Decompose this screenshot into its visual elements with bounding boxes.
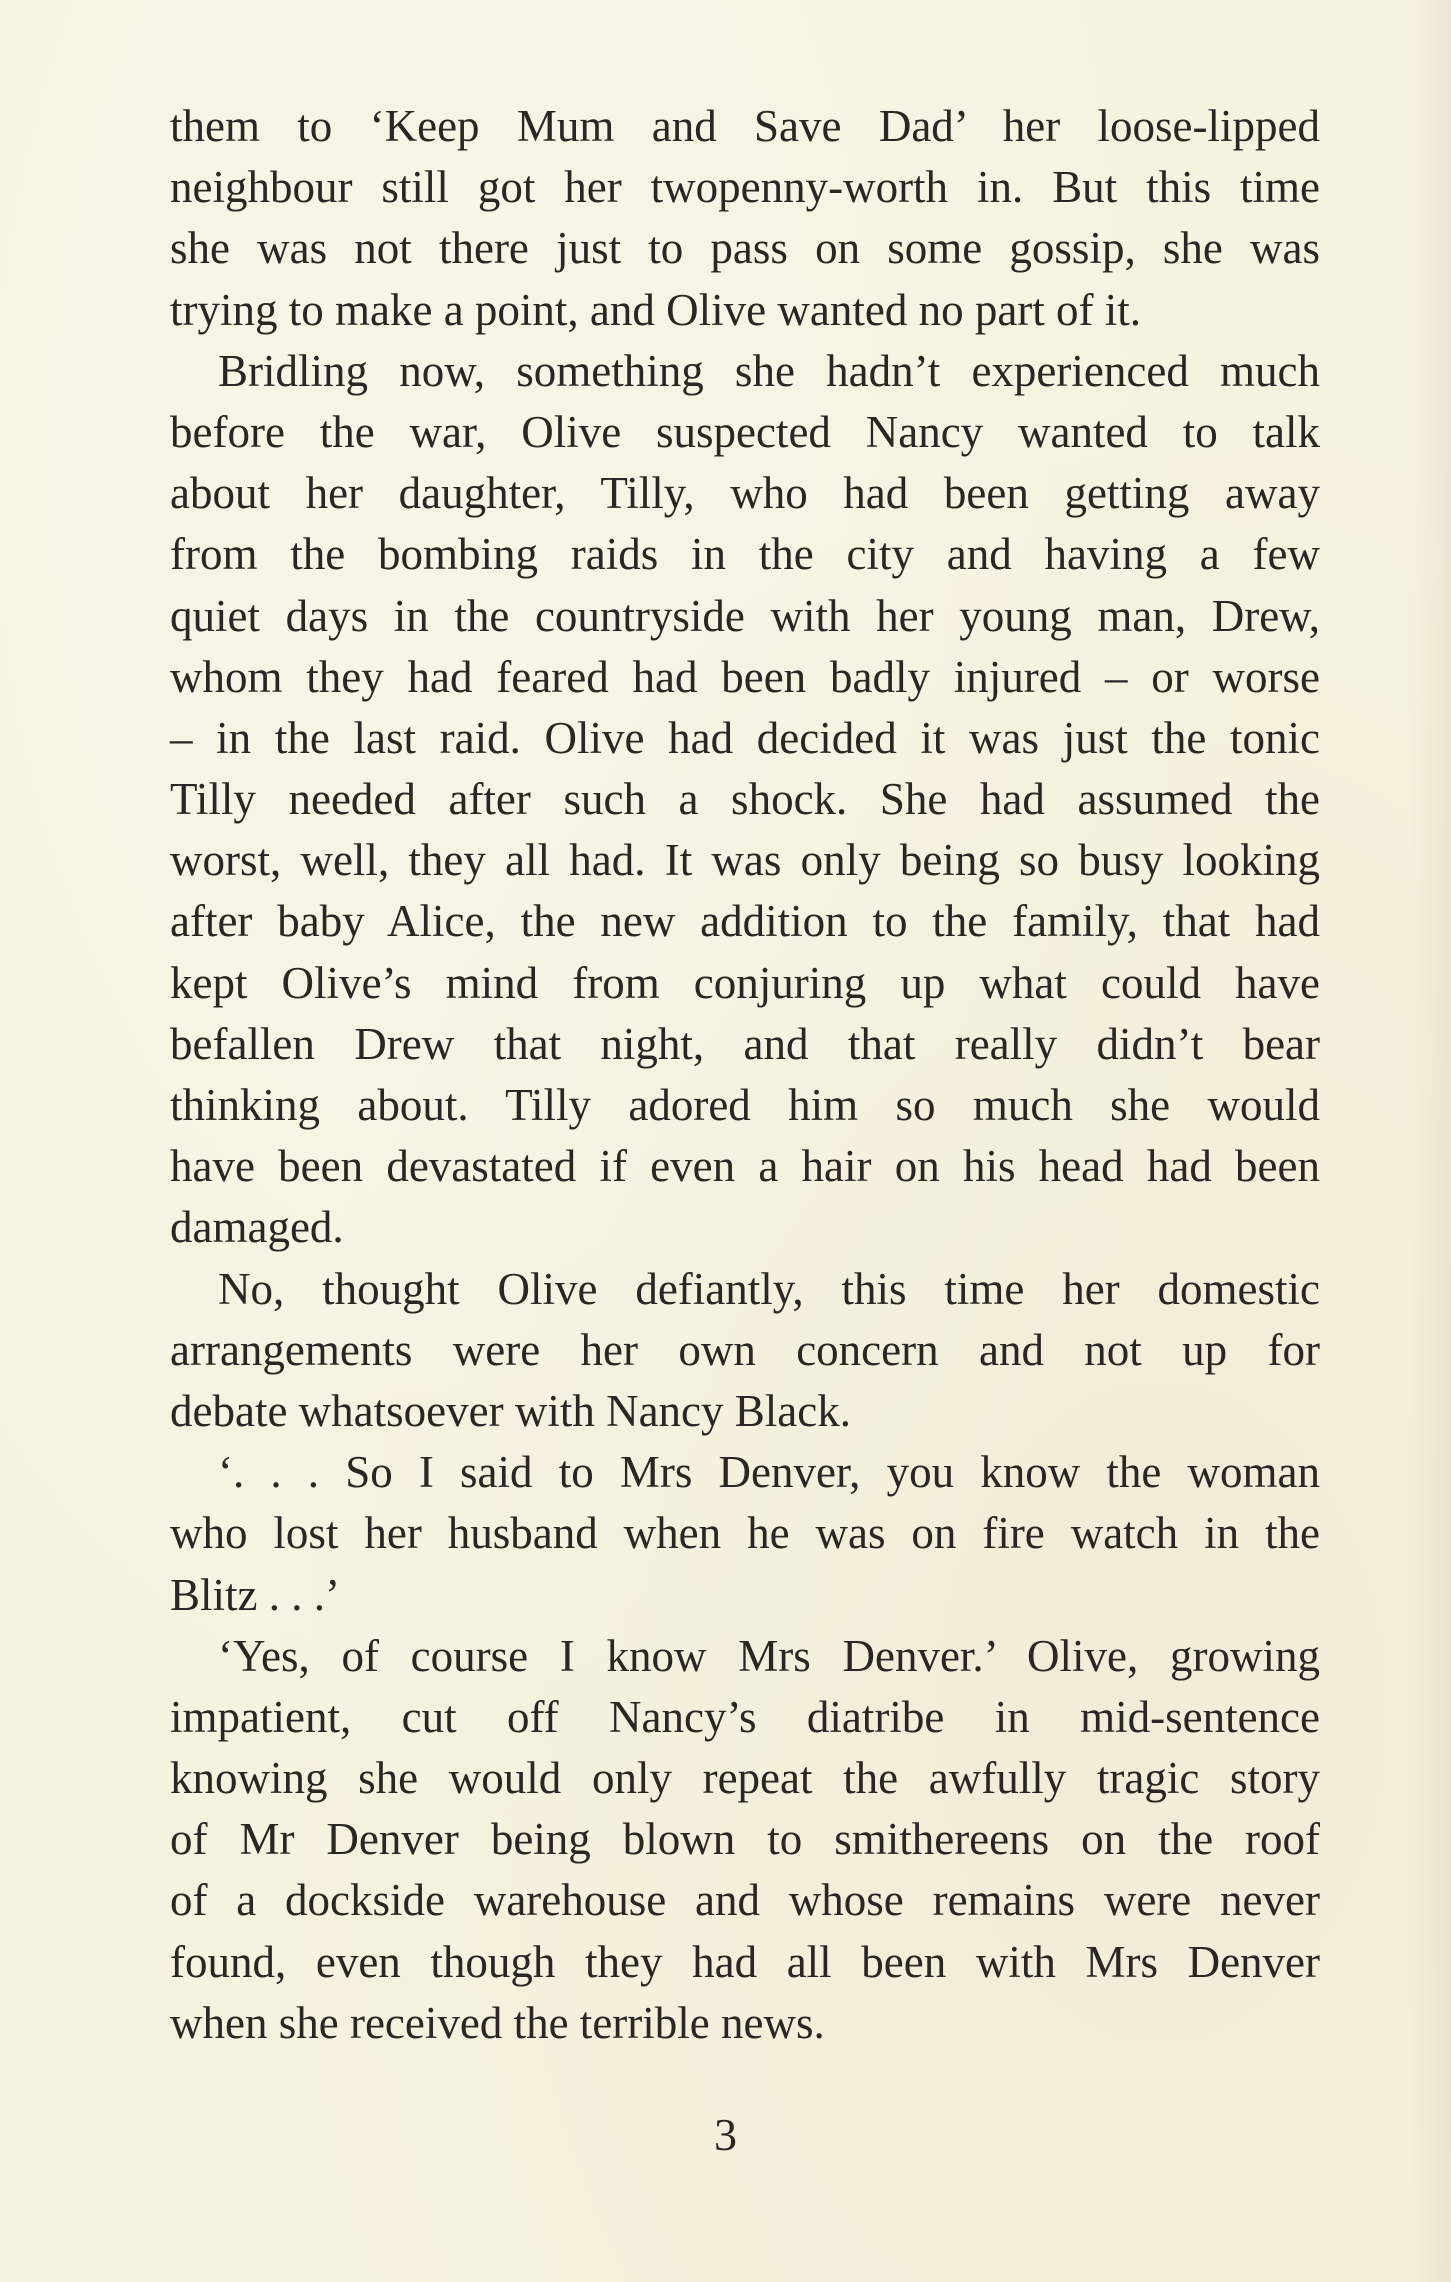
text-line: ‘. . . So I said to Mrs Denver, you know the woman: [218, 1447, 1320, 1498]
text-line: debate whatsoever with Nancy Black.: [170, 1385, 851, 1436]
body-text: [170, 96, 1320, 2054]
text-line: before the war, Olive suspected Nancy wanted to talk: [170, 406, 1320, 457]
text-line: arrangements were her own concern and not up for: [170, 1324, 1320, 1375]
text-line: ‘Yes, of course I know Mrs Denver.’ Olive, growing: [218, 1630, 1320, 1681]
text-line: who lost her husband when he was on fire watch in the: [170, 1508, 1320, 1559]
text-line: whom they had feared had been badly injured – or worse: [170, 651, 1320, 702]
text-line: when she received the terrible news.: [170, 1997, 825, 2048]
text-line: kept Olive’s mind from conjuring up what could have: [170, 957, 1320, 1008]
text-line: have been devastated if even a hair on his head had been: [170, 1141, 1320, 1192]
text-line: of Mr Denver being blown to smithereens on the roof: [170, 1814, 1320, 1865]
text-line: knowing she would only repeat the awfully tragic story: [170, 1753, 1320, 1804]
text-line: Tilly needed after such a shock. She had assumed the: [170, 774, 1320, 825]
text-line: trying to make a point, and Olive wanted no part of it.: [170, 284, 1142, 335]
text-line: worst, well, they all had. It was only being so busy looking: [170, 835, 1320, 886]
text-line: about her daughter, Tilly, who had been getting away: [170, 468, 1320, 519]
text-line: Bridling now, something she hadn’t experienced much: [218, 345, 1320, 396]
page-number: 3: [714, 2109, 737, 2160]
text-line: impatient, cut off Nancy’s diatribe in mid-sentence: [170, 1691, 1320, 1742]
text-line: she was not there just to pass on some gossip, she was: [170, 223, 1320, 274]
text-line: after baby Alice, the new addition to the family, that had: [170, 896, 1320, 947]
text-line: Blitz . . .’: [170, 1569, 340, 1620]
text-line: from the bombing raids in the city and having a few: [170, 529, 1320, 580]
text-line: – in the last raid. Olive had decided it was just the tonic: [170, 712, 1320, 763]
text-line: No, thought Olive defiantly, this time her domestic: [218, 1263, 1320, 1314]
text-line: quiet days in the countryside with her young man, Drew,: [170, 590, 1320, 641]
page-edge-shadow: [1411, 0, 1451, 2282]
text-line: damaged.: [170, 1202, 344, 1253]
text-line: thinking about. Tilly adored him so much she would: [170, 1080, 1320, 1130]
text-line: neighbour still got her twopenny-worth in. But this time: [170, 162, 1320, 213]
text-line: of a dockside warehouse and whose remains were never: [170, 1875, 1320, 1926]
text-line: found, even though they had all been with Mrs Denver: [170, 1936, 1320, 1987]
text-line: them to ‘Keep Mum and Save Dad’ her loose-lipped: [170, 101, 1320, 151]
text-line: befallen Drew that night, and that really didn’t bear: [170, 1018, 1320, 1069]
